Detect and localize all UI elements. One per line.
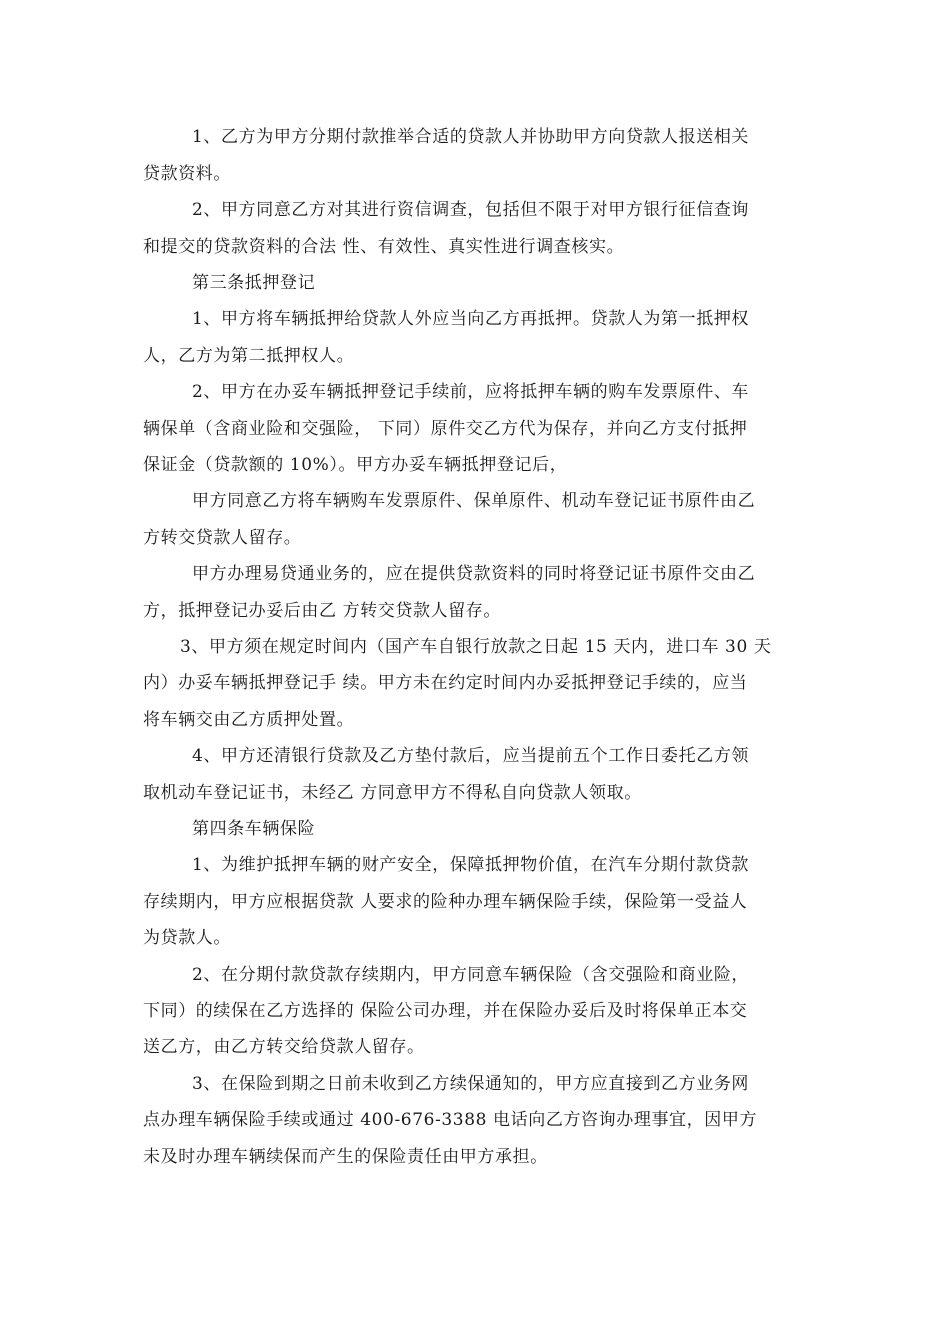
text-line: 3、甲方须在规定时间内（国产车自银行放款之日起 15 天内，进口车 30 天 xyxy=(180,637,772,657)
text-line: 2、甲方同意乙方对其进行资信调查，包括但不限于对甲方银行征信查询 xyxy=(192,200,750,220)
text-line: 辆保单（含商业险和交强险， 下同）原件交乙方代为保存，并向乙方支付抵押 xyxy=(143,419,748,439)
text-line: 甲方同意乙方将车辆购车发票原件、保单原件、机动车登记证书原件由乙 xyxy=(192,491,756,511)
text-line: 人，乙方为第二抵押权人。 xyxy=(143,346,355,366)
text-line: 取机动车登记证书，未经乙 方同意甲方不得私自向贷款人领取。 xyxy=(143,783,642,803)
text-line: 送乙方，由乙方转交给贷款人留存。 xyxy=(143,1037,425,1057)
text-line: 点办理车辆保险手续或通过 400-676-3388 电话向乙方咨询办理事宜，因甲方 xyxy=(143,1110,758,1130)
section-heading: 第四条车辆保险 xyxy=(192,819,316,839)
text-line: 2、在分期付款贷款存续期内，甲方同意车辆保险（含交强险和商业险， xyxy=(192,965,750,985)
text-line: 1、甲方将车辆抵押给贷款人外应当向乙方再抵押。贷款人为第一抵押权 xyxy=(192,309,750,329)
text-line: 方转交贷款人留存。 xyxy=(143,528,302,548)
text-line: 将车辆交由乙方质押处置。 xyxy=(143,710,355,730)
text-line: 存续期内，甲方应根据贷款 人要求的险种办理车辆保险手续，保险第一受益人 xyxy=(143,892,748,912)
text-line: 贷款资料。 xyxy=(143,164,231,184)
text-line: 2、甲方在办妥车辆抵押登记手续前，应将抵押车辆的购车发票原件、车 xyxy=(192,382,750,402)
text-line: 下同）的续保在乙方选择的 保险公司办理，并在保险办妥后及时将保单正本交 xyxy=(143,1001,748,1021)
text-line: 未及时办理车辆续保而产生的保险责任由甲方承担。 xyxy=(143,1147,548,1167)
text-line: 4、甲方还清银行贷款及乙方垫付款后，应当提前五个工作日委托乙方领 xyxy=(192,746,750,766)
text-line: 1、为维护抵押车辆的财产安全，保障抵押物价值，在汽车分期付款贷款 xyxy=(192,855,750,875)
text-line: 甲方办理易贷通业务的，应在提供贷款资料的同时将登记证书原件交由乙 xyxy=(192,564,756,584)
text-line: 3、在保险到期之日前未收到乙方续保通知的，甲方应直接到乙方业务网 xyxy=(192,1074,750,1094)
text-line: 和提交的贷款资料的合法 性、有效性、真实性进行调查核实。 xyxy=(143,237,625,257)
section-heading: 第三条抵押登记 xyxy=(192,273,316,293)
text-line: 保证金（贷款额的 10%）。甲方办妥车辆抵押登记后， xyxy=(143,455,568,475)
text-line: 方，抵押登记办妥后由乙 方转交贷款人留存。 xyxy=(143,601,502,621)
text-line: 1、乙方为甲方分期付款推举合适的贷款人并协助甲方向贷款人报送相关 xyxy=(192,127,750,147)
text-line: 内）办妥车辆抵押登记手 续。甲方未在约定时间内办妥抵押登记手续的，应当 xyxy=(143,673,748,693)
text-line: 为贷款人。 xyxy=(143,928,231,948)
